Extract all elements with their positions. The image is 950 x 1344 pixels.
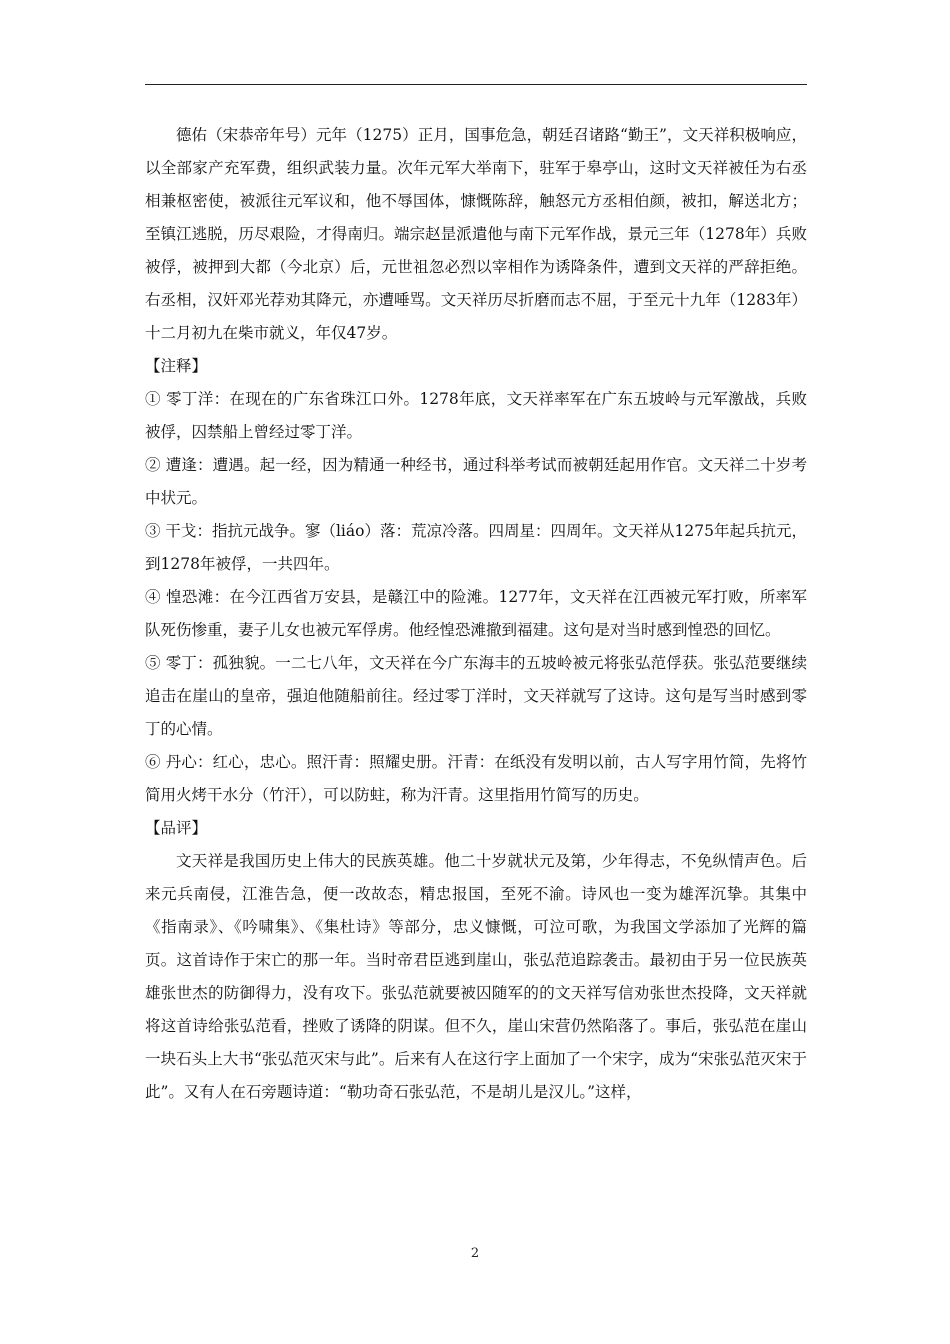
notes-heading: 【注释】 <box>145 357 208 375</box>
note-item-3: ③ 干戈：指抗元战争。寥（liáo）落：荒凉冷落。四周星：四周年。文天祥从1275年起兵抗元，到1278年被俘，一共四年。 <box>145 522 807 573</box>
note-item-5: ⑤ 零丁：孤独貌。一二七八年，文天祥在今广东海丰的五坡岭被元将张弘范俘获。张弘范要继续追击在崖山的皇帝，强迫他随船前往。经过零丁洋时，文天祥就写了这诗。这句是写当时感到零丁的心情。 <box>145 654 807 738</box>
intro-paragraph: 德佑（宋恭帝年号）元年（1275）正月，国事危急，朝廷召诸路“勤王”，文天祥积极响应，以全部家产充军费，组织武装力量。次年元军大举南下，驻军于皋亭山，这时文天祥被任为右丞相兼枢密使，被派往元军议和，他不辱国体，慷慨陈辞，触怒元方丞相伯颜，被扣，解送北方；至镇江逃脱，历尽艰险，才得南归。端宗赵昰派遣他与南下元军作战，景元三年（1278年）兵败被俘，被押到大都（今北京）后，元世祖忽必烈以宰相作为诱降条件，遭到文天祥的严辞拒绝。右丞相，汉奸邓光荐劝其降元，亦遭唾骂。文天祥历尽折磨而志不屈，于至元十九年（1283年）十二月初九在柴市就义，年仅47岁。 <box>145 126 807 342</box>
note-item-1: ① 零丁洋：在现在的广东省珠江口外。1278年底，文天祥率军在广东五坡岭与元军激战，兵败被俘，囚禁船上曾经过零丁洋。 <box>145 390 807 441</box>
document-body <box>145 119 807 1109</box>
header-rule <box>145 84 807 85</box>
review-heading: 【品评】 <box>145 819 208 837</box>
review-paragraph: 文天祥是我国历史上伟大的民族英雄。他二十岁就状元及第，少年得志，不免纵情声色。后来元兵南侵，江淮告急，便一改故态，精忠报国，至死不渝。诗风也一变为雄浑沉挚。其集中《指南录》、《吟啸集》、《集杜诗》等部分，忠义慷慨，可泣可歌，为我国文学添加了光辉的篇页。这首诗作于宋亡的那一年。当时帝君臣逃到崖山，张弘范追踪袭击。最初由于另一位民族英雄张世杰的防御得力，没有攻下。张弘范就要被囚随军的的文天祥写信劝张世杰投降，文天祥就将这首诗给张弘范看，挫败了诱降的阴谋。但不久，崖山宋营仍然陷落了。事后，张弘范在崖山一块石头上大书“张弘范灭宋与此”。后来有人在这行字上面加了一个宋字，成为“宋张弘范灭宋于此”。又有人在石旁题诗道：“勒功奇石张弘范，不是胡儿是汉儿。”这样， <box>145 852 807 1101</box>
page-number: 2 <box>470 1246 480 1261</box>
note-item-2: ② 遭逢：遭遇。起一经，因为精通一种经书，通过科举考试而被朝廷起用作官。文天祥二十岁考中状元。 <box>145 456 807 507</box>
note-item-4: ④ 惶恐滩：在今江西省万安县，是赣江中的险滩。1277年，文天祥在江西被元军打败，所率军队死伤惨重，妻子儿女也被元军俘虏。他经惶恐滩撤到福建。这句是对当时感到惶恐的回忆。 <box>145 588 807 639</box>
note-item-6: ⑥ 丹心：红心，忠心。照汗青：照耀史册。汗青：在纸没有发明以前，古人写字用竹简，先将竹简用火烤干水分（竹汗），可以防蛀，称为汗青。这里指用竹简写的历史。 <box>145 753 807 804</box>
